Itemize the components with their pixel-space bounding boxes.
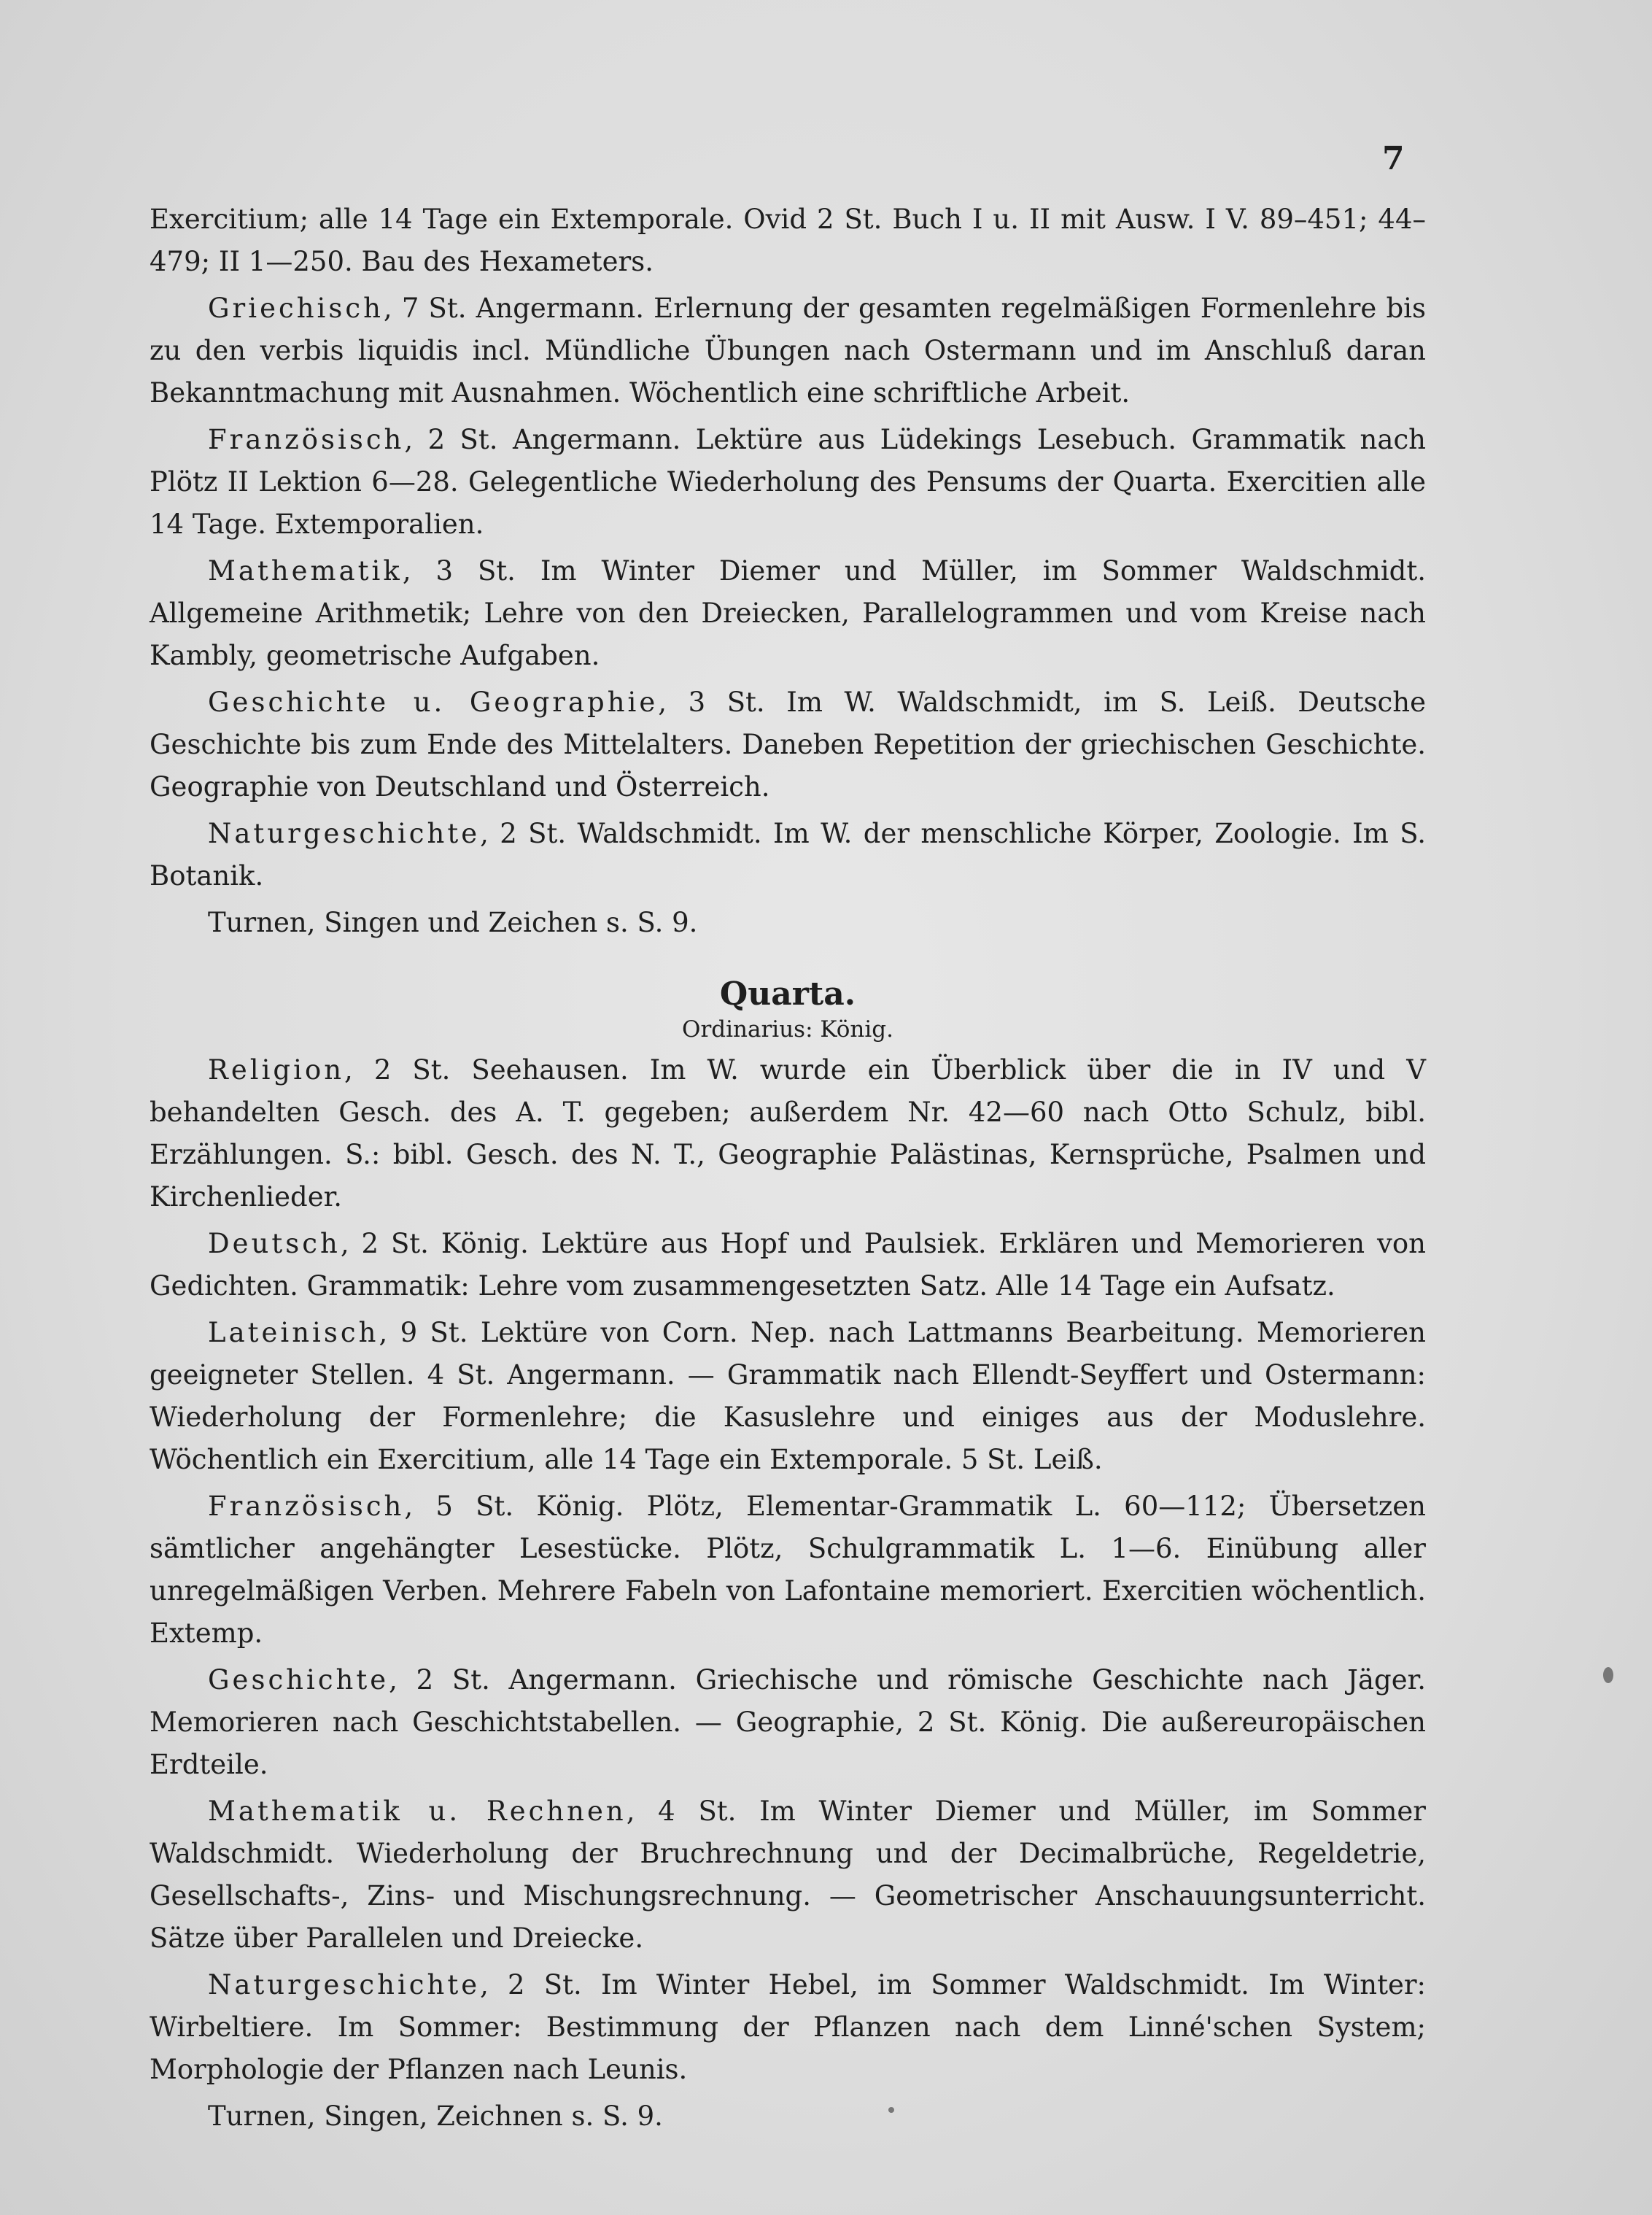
paragraph-text: , 9 St. Lektüre von Corn. Nep. nach Lattmanns Bearbeitung. Memorieren geeigneter Stellen. 4 St. Angermann. — Grammatik nach Ellendt-Seyffert und Ostermann: Wiederholung der Formenlehre; die Kasuslehre und einiges aus der Moduslehre. Wöchentlich ein Exercitium, alle 14 Tage ein Extemporale. 5 St. Leiß. (150, 1317, 1426, 1475)
paragraph-lead: Französisch (208, 424, 405, 455)
paragraph-franzoesisch-quarta (150, 1485, 1426, 1655)
paragraph-lead: Naturgeschichte (208, 818, 481, 849)
paragraph-text: , 3 St. Im W. Waldschmidt, im S. Leiß. Deutsche Geschichte bis zum Ende des Mittelalters. Daneben Repetition der griechischen Geschichte. Geographie von Deutschland und Österreich. (150, 687, 1427, 803)
section-subtitle: Ordinarius: König. (682, 1016, 893, 1043)
paragraph-mathematik (150, 550, 1426, 677)
print-speck (1603, 1667, 1613, 1683)
paragraph-lead: Geschichte (208, 1664, 389, 1696)
paragraph-text: , 4 St. Im Winter Diemer und Müller, im Sommer Waldschmidt. Wiederholung der Bruchrechnung und der Decimalbrüche, Regeldetrie, Gesellschafts-, Zins- und Mischungsrechnung. — Geometrischer Anschauungsunterricht. Sätze über Parallelen und Dreiecke. (150, 1795, 1426, 1954)
paragraph-franzoesisch (150, 419, 1426, 546)
paragraph-religion (150, 1049, 1426, 1218)
paragraph-lead: Lateinisch (208, 1317, 379, 1348)
paragraph-lead: Griechisch (208, 293, 384, 324)
paragraph-lead: Deutsch (208, 1228, 341, 1259)
paragraph-text: , 5 St. König. Plötz, Elementar-Grammatik L. 60—112; Übersetzen sämtlicher angehängter Lesestücke. Plötz, Schulgrammatik L. 1—6. Einübung aller unregelmäßigen Verben. Mehrere Fabeln von Lafontaine memoriert. Exercitien wöchentlich. Extemp. (150, 1491, 1426, 1649)
paragraph-turnen (150, 902, 1426, 944)
paragraph-geschichte-quarta (150, 1659, 1426, 1786)
page-text (150, 198, 1426, 2142)
paragraph-text: , 2 St. Seehausen. Im W. wurde ein Überblick über die in IV und V behandelten Gesch. des A. T. gegeben; außerdem Nr. 42—60 nach Otto Schulz, bibl. Erzählungen. S.: bibl. Gesch. des N. T., Geographie Palästinas, Kernsprüche, Psalmen und Kirchenlieder. (150, 1054, 1426, 1213)
paragraph-text: , 2 St. König. Lektüre aus Hopf und Paulsiek. Erklären und Memorieren von Gedichten. Grammatik: Lehre vom zusammengesetzten Satz. Alle 14 Tage ein Aufsatz. (150, 1228, 1426, 1302)
paragraph-text: , 2 St. Im Winter Hebel, im Sommer Waldschmidt. Im Winter: Wirbeltiere. Im Sommer: Bestimmung der Pflanzen nach dem Linné'schen System; Morphologie der Pflanzen nach Leunis. (150, 1969, 1426, 2085)
section-title: Quarta. (719, 975, 856, 1013)
paragraph-text: , 2 St. Waldschmidt. Im W. der menschliche Körper, Zoologie. Im S. Botanik. (150, 818, 1426, 892)
paragraph-latin-continued (150, 198, 1426, 283)
page-number: 7 (1382, 140, 1405, 177)
paragraph-text: , 3 St. Im Winter Diemer und Müller, im Sommer Waldschmidt. Allgemeine Arithmetik; Lehre von den Dreiecken, Parallelogrammen und vom Kreise nach Kambly, geometrische Aufgaben. (150, 555, 1426, 671)
paragraph-naturgeschichte-quarta (150, 1964, 1426, 2091)
paragraph-text: , 2 St. Angermann. Griechische und römische Geschichte nach Jäger. Memorieren nach Geschichtstabellen. — Geographie, 2 St. König. Die außereuropäischen Erdteile. (150, 1664, 1426, 1780)
paragraph-geschichte-geographie (150, 681, 1426, 808)
paragraph-text: Turnen, Singen, Zeichnen s. S. 9. (208, 2100, 663, 2132)
paragraph-lead: Naturgeschichte (208, 1969, 481, 2001)
paragraph-deutsch (150, 1223, 1426, 1307)
paragraph-lead: Mathematik u. Rechnen (208, 1795, 627, 1827)
paragraph-turnen-quarta (150, 2095, 1426, 2138)
print-speck (888, 2107, 894, 2113)
paragraph-mathematik-rechnen (150, 1790, 1426, 1960)
paragraph-lateinisch (150, 1312, 1426, 1481)
paragraph-lead: Religion (208, 1054, 345, 1086)
paragraph-text: , 7 St. Angermann. Erlernung der gesamten regelmäßigen Formenlehre bis zu den verbis liquidis incl. Mündliche Übungen nach Ostermann und im Anschluß daran Bekanntmachung mit Ausnahmen. Wöchentlich eine schriftliche Arbeit. (150, 293, 1426, 409)
paragraph-lead: Mathematik (208, 555, 403, 587)
paragraph-text: Exercitium; alle 14 Tage ein Extemporale. Ovid 2 St. Buch I u. II mit Ausw. I V. 89–451; 44–479; II 1—250. Bau des Hexameters. (150, 204, 1426, 277)
paragraph-text: Turnen, Singen und Zeichen s. S. 9. (208, 907, 698, 938)
paragraph-text: , 2 St. Angermann. Lektüre aus Lüdekings Lesebuch. Grammatik nach Plötz II Lektion 6—28. Gelegentliche Wiederholung des Pensums der Quarta. Exercitien alle 14 Tage. Extemporalien. (150, 424, 1426, 540)
paragraph-naturgeschichte (150, 813, 1426, 897)
paragraph-griechisch (150, 287, 1426, 414)
paragraph-lead: Geschichte u. Geographie (208, 687, 659, 718)
paragraph-lead: Französisch (208, 1491, 405, 1522)
